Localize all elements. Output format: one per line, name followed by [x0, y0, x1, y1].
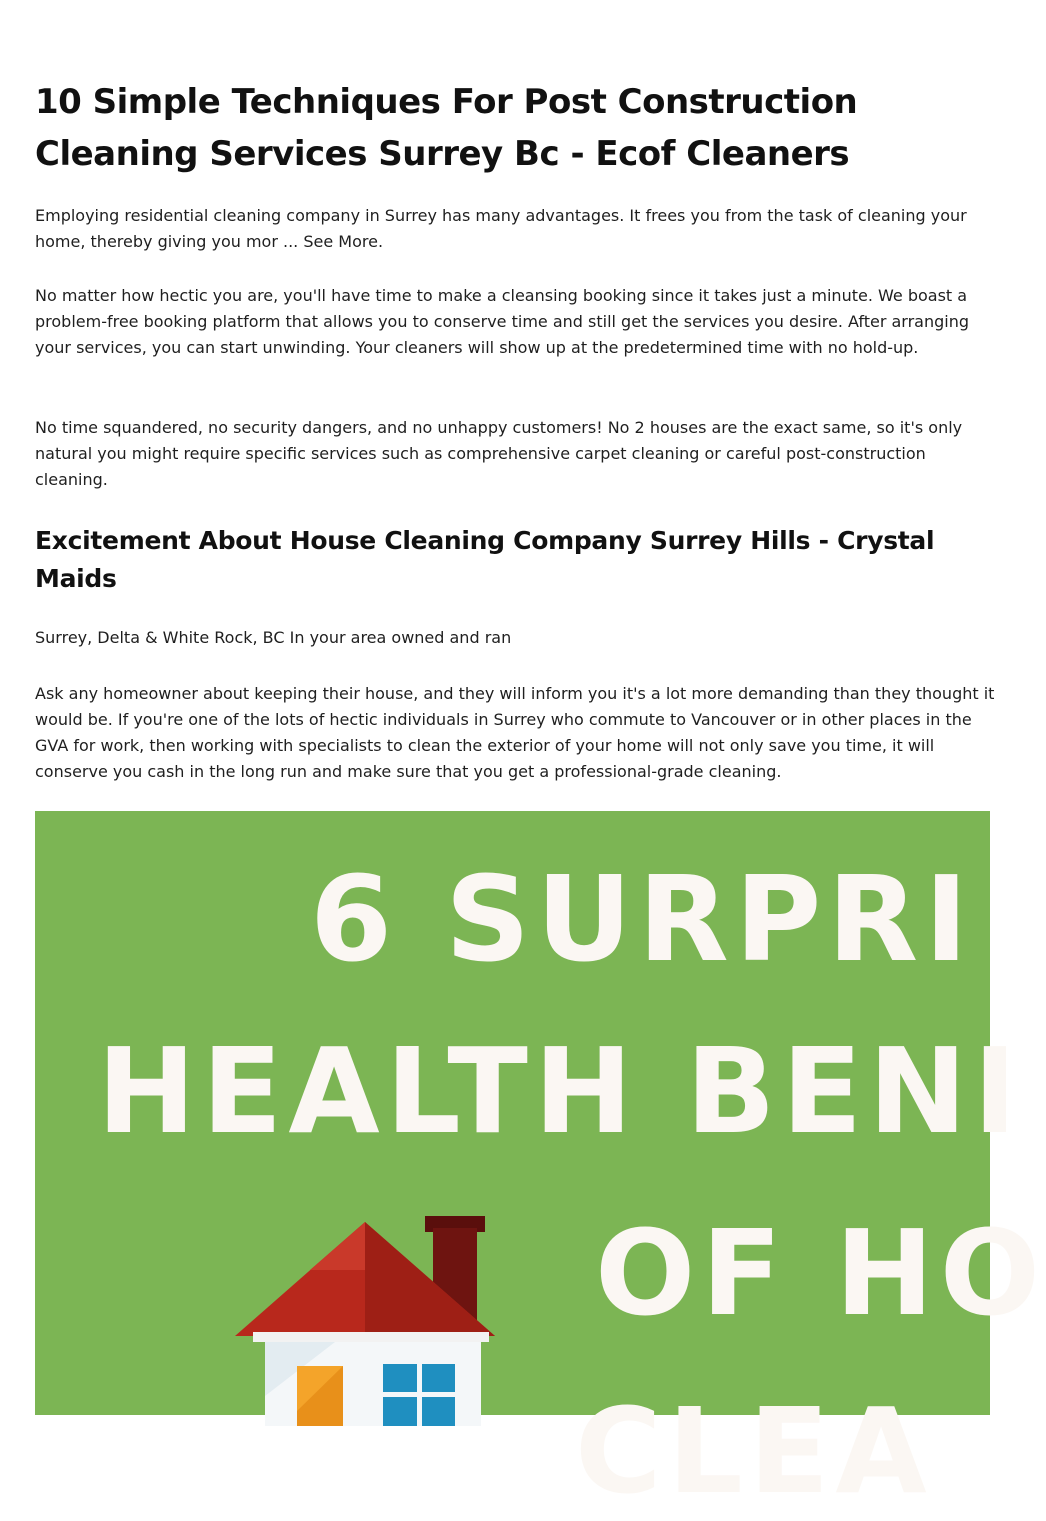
image-text-line-2: HEALTH BENI: [97, 1022, 1023, 1160]
services-paragraph: No time squandered, no security dangers, and no unhappy customers! No 2 houses are the exact same, so it's only natural you might require specific services such as comprehensive carpet cleaning or careful post-construction cleaning.: [35, 418, 963, 489]
intro-paragraph: [35, 203, 995, 255]
section-heading: Excitement About House Cleaning Company Surrey Hills - Crystal Maids: [35, 526, 935, 593]
homeowner-paragraph: Ask any homeowner about keeping their house, and they will inform you it's a lot more demanding than they thought it would be. If you're one of the lots of hectic individuals in Surrey who commute to Vancouver or in other places in the GVA for work, then working with specialists to clean the exterior of your home will not only save you time, it will conserve you cash in the long run and make sure that you get a professional-grade cleaning.: [35, 684, 995, 781]
page-title: 10 Simple Techniques For Post Construction Cleaning Services Surrey Bc - Ecof Cleaners: [35, 82, 858, 174]
location-paragraph: Surrey, Delta & White Rock, BC In your area owned and ran: [35, 628, 512, 647]
image-text-line-1: 6 SURPRI: [310, 850, 975, 988]
see-more-link[interactable]: See More.: [303, 232, 384, 251]
intro-text: Employing residential cleaning company in Surrey has many advantages. It frees you from the task of cleaning your home, thereby giving you mor ...: [35, 206, 967, 251]
article-image: [35, 811, 1046, 1520]
booking-paragraph: No matter how hectic you are, you'll have time to make a cleansing booking since it takes just a minute. We boast a problem-free booking platform that allows you to conserve time and still get the services you desire. After arranging your services, you can start unwinding. Your cleaners will show up at the predetermined time with no hold-up.: [35, 286, 970, 357]
image-text-line-4: CLEA: [575, 1382, 933, 1520]
house-icon: [215, 1206, 555, 1426]
image-text-line-3: OF HO: [595, 1204, 1046, 1342]
